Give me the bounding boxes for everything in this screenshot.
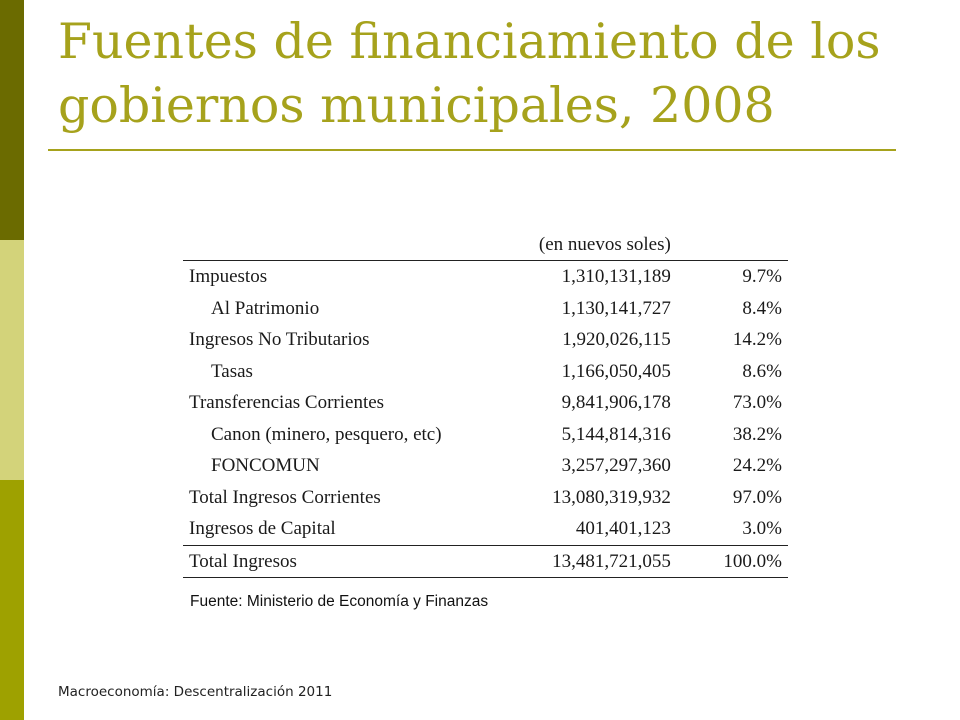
table-row	[183, 450, 788, 482]
table-row	[183, 419, 788, 451]
unit-header: (en nuevos soles)	[517, 230, 671, 261]
table-row	[183, 293, 788, 325]
row-value: 1,310,131,189	[561, 266, 671, 287]
row-value: 9,841,906,178	[561, 392, 671, 413]
row-value: 1,166,050,405	[561, 360, 671, 382]
row-share: 24.2%	[732, 455, 782, 476]
table-row	[183, 482, 788, 514]
row-share: 14.2%	[732, 329, 782, 350]
row-share: 8.6%	[742, 360, 782, 382]
slide-title-line-2: gobiernos municipales, 2008	[58, 77, 775, 134]
row-share: 100.0%	[671, 545, 788, 578]
row-label: FONCOMUN	[211, 455, 320, 476]
row-value: 13,481,721,055	[517, 545, 671, 578]
side-bar-dark-segment	[0, 0, 24, 240]
side-bar-light-segment	[0, 240, 24, 480]
slide-title	[58, 10, 918, 138]
row-label: Canon (minero, pesquero, etc)	[211, 423, 442, 445]
table-row	[183, 261, 788, 293]
row-value: 401,401,123	[575, 518, 671, 539]
table-row	[183, 387, 788, 419]
row-share: 97.0%	[732, 486, 782, 508]
header-empty-cell	[183, 230, 517, 261]
slide-footer: Macroeconomía: Descentralización 2011	[58, 684, 333, 700]
table-header-row	[183, 230, 788, 261]
row-value: 1,130,141,727	[561, 297, 671, 319]
row-label: Ingresos de Capital	[189, 518, 336, 539]
row-value: 3,257,297,360	[561, 455, 671, 476]
row-share: 38.2%	[732, 423, 782, 445]
table-row	[183, 324, 788, 356]
source-note: Fuente: Ministerio de Economía y Finanzas	[190, 593, 489, 610]
financing-table	[183, 230, 788, 578]
row-value: 1,920,026,115	[562, 329, 671, 350]
row-value: 13,080,319,932	[552, 486, 671, 508]
row-share: 8.4%	[742, 297, 782, 319]
table-row	[183, 545, 788, 578]
table-body	[183, 261, 788, 578]
row-label: Tasas	[211, 360, 253, 382]
row-label: Al Patrimonio	[211, 297, 320, 319]
row-label: Total Ingresos Corrientes	[189, 486, 381, 508]
row-label: Total Ingresos	[183, 545, 517, 578]
row-label: Transferencias Corrientes	[189, 392, 385, 413]
row-share: 73.0%	[732, 392, 782, 413]
table-row	[183, 513, 788, 545]
table-row	[183, 356, 788, 388]
row-label: Impuestos	[189, 266, 268, 287]
header-empty-cell	[671, 230, 788, 261]
row-share: 3.0%	[742, 518, 782, 539]
slide-title-line-1: Fuentes de financiamiento de los	[58, 13, 881, 70]
row-share: 9.7%	[742, 266, 782, 287]
side-bar-mid-segment	[0, 480, 24, 720]
title-underline	[48, 149, 896, 151]
row-label: Ingresos No Tributarios	[189, 329, 370, 350]
row-value: 5,144,814,316	[561, 423, 671, 445]
